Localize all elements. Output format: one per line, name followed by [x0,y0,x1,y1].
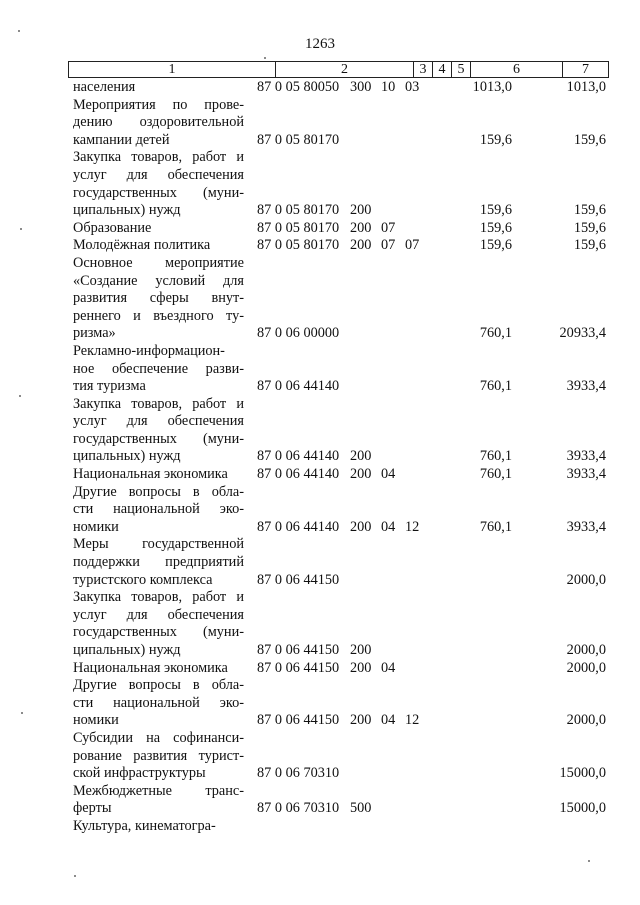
scan-speck [18,30,20,32]
subsection: 07 [405,237,420,254]
row-values [0,642,640,660]
scan-speck [20,228,22,230]
header-col-7: 7 [582,62,589,77]
table-row [0,730,640,783]
description-line: Мероприятия по прове- [73,96,244,113]
table-row [0,255,640,343]
target-code: 87 0 06 70310 [257,765,340,782]
row-values [0,572,640,590]
table-row [0,677,640,730]
table-row [0,466,640,484]
subsection: 12 [405,712,420,729]
table-row [0,79,640,97]
description-line: Закупка товаров, работ и [73,149,244,166]
table-body [0,79,640,836]
amount-col-6: 159,6 [479,237,512,254]
header-col-6: 6 [471,62,563,77]
description-line: услуг для обеспечения [73,166,244,183]
target-code: 87 0 06 44150 [257,571,340,588]
amount-col-7: 2000,0 [566,659,606,676]
description-line: Рекламно-информацион- [73,342,225,359]
description-line: государственных (муни- [73,184,244,201]
page-number: 1263 [305,36,335,52]
description-line: Образование [73,219,152,236]
amount-col-7: 2000,0 [566,571,606,588]
expense-type: 200 [350,518,372,535]
amount-col-7: 3933,4 [566,448,606,465]
description-line: Основное мероприятие [73,254,244,271]
table-row [0,818,640,836]
target-code: 87 0 05 80170 [257,219,340,236]
description-line: государственных (муни- [73,624,244,641]
description-line: Другие вопросы в обла- [73,483,244,500]
description-line: Закупка товаров, работ и [73,395,244,412]
description-line: ципальных) нужд [73,448,181,465]
section: 04 [381,659,396,676]
header-col-4: 4 [433,62,452,77]
table-row [0,589,640,659]
table-row [0,343,640,396]
amount-col-6: 159,6 [479,202,512,219]
amount-col-7: 159,6 [573,131,606,148]
description-line: государственных (муни- [73,430,244,447]
amount-col-7: 159,6 [573,219,606,236]
header-col-5: 5 [452,62,471,77]
description-line: Меры государственной [73,536,244,553]
row-values [0,466,640,484]
table-header-row [68,61,609,78]
description-line: ципальных) нужд [73,642,181,658]
table-row [0,97,640,150]
description-line: поддержки предприятий [73,554,244,571]
amount-col-6: 760,1 [479,448,512,465]
expense-type: 200 [350,712,372,729]
row-values [0,448,640,466]
description-line: сти национальной эко- [73,501,244,518]
row-values [0,818,640,836]
amount-col-7: 15000,0 [559,800,606,817]
amount-col-6: 159,6 [479,219,512,236]
amount-col-7: 2000,0 [566,642,606,658]
header-col-1: 1 [69,62,276,77]
scan-speck [588,860,590,862]
target-code: 87 0 06 44150 [257,642,340,658]
amount-col-6: 1013,0 [472,79,512,95]
target-code: 87 0 06 44140 [257,518,340,535]
target-code: 87 0 06 44140 [257,378,340,395]
amount-col-7: 3933,4 [566,518,606,535]
description-line: рование развития турист- [73,747,244,764]
expense-type: 200 [350,202,372,219]
description-line: Молодёжная политика [73,237,211,254]
row-values [0,220,640,238]
row-values [0,132,640,150]
section: 04 [381,518,396,535]
description-line: Национальная экономика [73,466,228,483]
expense-type: 200 [350,219,372,236]
row-values [0,378,640,396]
expense-type: 200 [350,642,372,658]
table-row [0,484,640,537]
section: 07 [381,237,396,254]
description-line: ферты [73,800,112,817]
row-values [0,237,640,255]
scan-speck [21,712,23,714]
description-line: Закупка товаров, работ и [73,589,244,606]
expense-type: 300 [350,79,372,95]
amount-col-7: 20933,4 [559,325,606,342]
amount-col-6: 760,1 [479,378,512,395]
amount-col-6: 760,1 [479,518,512,535]
description-line: населения [73,79,136,95]
description-line: услуг для обеспечения [73,413,244,430]
target-code: 87 0 05 80170 [257,202,340,219]
table-row [0,536,640,589]
scan-speck [264,57,266,59]
expense-type: 200 [350,659,372,676]
section: 10 [381,79,396,95]
header-col-3: 3 [414,62,433,77]
amount-col-7: 2000,0 [566,712,606,729]
amount-col-7: 159,6 [573,237,606,254]
description-line: услуг для обеспечения [73,606,244,623]
row-values [0,79,640,97]
amount-col-7: 3933,4 [566,378,606,395]
description-line: Межбюджетные транс- [73,782,244,799]
description-line: номики [73,712,119,729]
description-line: ципальных) нужд [73,202,181,219]
section: 07 [381,219,396,236]
description-line: тия туризма [73,378,146,395]
row-values [0,765,640,783]
expense-type: 200 [350,237,372,254]
description-line: ное обеспечение разви- [73,360,244,377]
description-line: реннего и въездного ту- [73,307,244,324]
target-code: 87 0 06 44150 [257,659,340,676]
description-line: Национальная экономика [73,659,228,676]
description-line: развития сферы внут- [73,290,244,307]
subsection: 12 [405,518,420,535]
target-code: 87 0 05 80170 [257,237,340,254]
row-values [0,325,640,343]
description-line: Культура, кинематогра- [73,817,216,834]
expense-type: 200 [350,466,372,483]
header-col-2: 2 [276,62,414,77]
scan-speck [19,395,21,397]
description-line: номики [73,518,119,535]
target-code: 87 0 05 80050 [257,79,340,95]
description-line: туристского комплекса [73,571,213,588]
description-line: кампании детей [73,131,170,148]
expense-type: 200 [350,448,372,465]
description-line: сти национальной эко- [73,694,244,711]
amount-col-6: 760,1 [479,325,512,342]
description-line: «Создание условий для [73,272,244,289]
table-row [0,660,640,678]
description-line: дению оздоровительной [73,114,244,131]
target-code: 87 0 06 44150 [257,712,340,729]
row-values [0,202,640,220]
table-row [0,396,640,466]
amount-col-7: 3933,4 [566,466,606,483]
description-line: ской инфраструктуры [73,765,206,782]
row-values [0,660,640,678]
amount-col-7: 159,6 [573,202,606,219]
target-code: 87 0 06 70310 [257,800,340,817]
amount-col-6: 159,6 [479,131,512,148]
target-code: 87 0 06 44140 [257,448,340,465]
subsection: 03 [405,79,420,95]
description-line: Субсидии на софинанси- [73,729,244,746]
amount-col-7: 1013,0 [566,79,606,95]
description-line: Другие вопросы в обла- [73,677,244,694]
table-row [0,220,640,238]
target-code: 87 0 06 44140 [257,466,340,483]
section: 04 [381,466,396,483]
amount-col-7: 15000,0 [559,765,606,782]
table-row [0,237,640,255]
expense-type: 500 [350,800,372,817]
target-code: 87 0 06 00000 [257,325,340,342]
row-values [0,712,640,730]
scan-speck [74,875,76,877]
amount-col-6: 760,1 [479,466,512,483]
table-row [0,783,640,818]
description-line: ризма» [73,325,116,342]
row-values [0,519,640,537]
target-code: 87 0 05 80170 [257,131,340,148]
row-values [0,800,640,818]
table-row [0,149,640,219]
section: 04 [381,712,396,729]
